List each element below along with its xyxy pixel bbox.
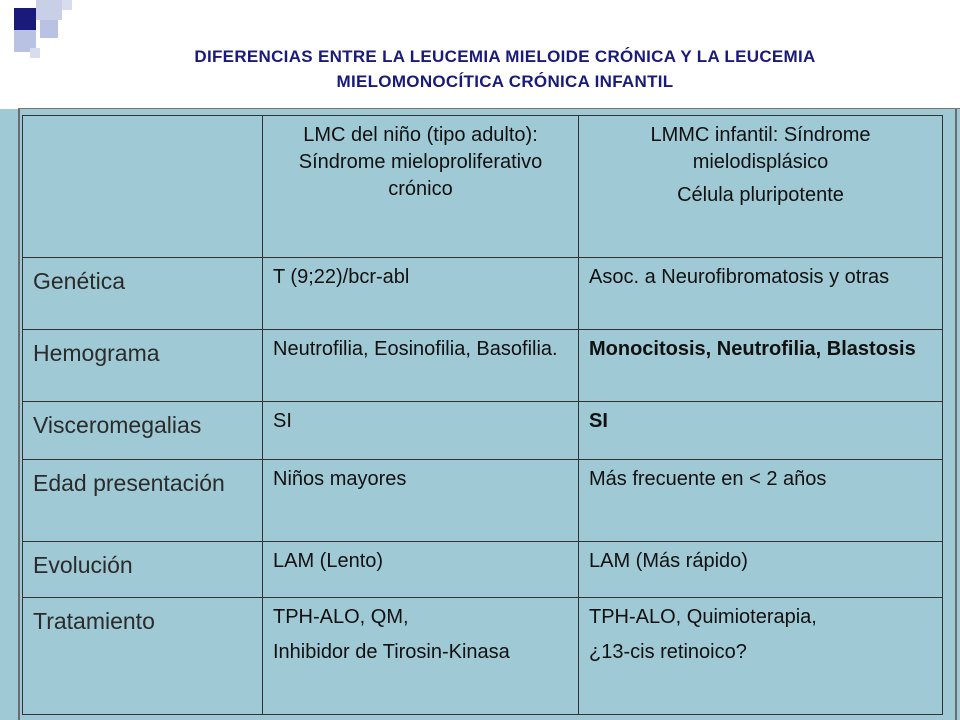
row-label: Visceromegalias — [23, 402, 263, 460]
deco-square — [40, 20, 58, 38]
row-label: Tratamiento — [23, 598, 263, 715]
cell-lmc: T (9;22)/bcr-abl — [263, 258, 579, 330]
table-header-row — [23, 116, 943, 258]
header-lmmc-line1: LMMC infantil: Síndrome mielodisplásico — [650, 124, 871, 173]
cell-lmmc-line2: ¿13-cis retinoico? — [589, 641, 747, 663]
comparison-table — [22, 115, 943, 715]
cell-lmc: LAM (Lento) — [263, 542, 579, 598]
row-label: Genética — [23, 258, 263, 330]
row-label: Edad presentación — [23, 460, 263, 542]
panel-edge — [18, 109, 20, 720]
cell-lmmc: Más frecuente en < 2 años — [579, 460, 943, 542]
cell-lmmc: SI — [579, 402, 943, 460]
table-row — [23, 460, 943, 542]
row-label: Hemograma — [23, 330, 263, 402]
cell-lmc: Neutrofilia, Eosinofilia, Basofilia. — [263, 330, 579, 402]
title-line-2: MIELOMONOCÍTICA CRÓNICA INFANTIL — [336, 72, 674, 91]
row-label: Evolución — [23, 542, 263, 598]
deco-square — [30, 48, 40, 58]
table-row — [23, 330, 943, 402]
header-lmmc-line2: Célula pluripotente — [677, 184, 844, 206]
cell-lmmc: Monocitosis, Neutrofilia, Blastosis — [579, 330, 943, 402]
title-line-1: DIFERENCIAS ENTRE LA LEUCEMIA MIELOIDE CRÓNICA Y LA LEUCEMIA — [194, 47, 816, 66]
slide-title — [50, 44, 960, 94]
table-row — [23, 598, 943, 715]
cell-lmc — [263, 598, 579, 715]
cell-lmmc: LAM (Más rápido) — [579, 542, 943, 598]
table-row — [23, 402, 943, 460]
cell-lmc: Niños mayores — [263, 460, 579, 542]
cell-lmmc-line1: TPH-ALO, Quimioterapia, — [589, 606, 817, 628]
cell-lmc-line1: TPH-ALO, QM, — [273, 606, 409, 628]
cell-lmmc: Asoc. a Neurofibromatosis y otras — [579, 258, 943, 330]
deco-square — [62, 0, 72, 10]
panel-edge — [955, 109, 957, 720]
table-row — [23, 542, 943, 598]
header-lmc-text: LMC del niño (tipo adulto): Síndrome mieloproliferativo crónico — [298, 124, 543, 200]
table-row — [23, 258, 943, 330]
header-lmmc — [579, 116, 943, 258]
header-empty-cell — [23, 116, 263, 258]
cell-lmc: SI — [263, 402, 579, 460]
deco-square — [36, 0, 62, 20]
cell-lmc-line2: Inhibidor de Tirosin-Kinasa — [273, 641, 510, 663]
deco-square — [14, 8, 36, 30]
header-lmc — [263, 116, 579, 258]
cell-lmmc — [579, 598, 943, 715]
